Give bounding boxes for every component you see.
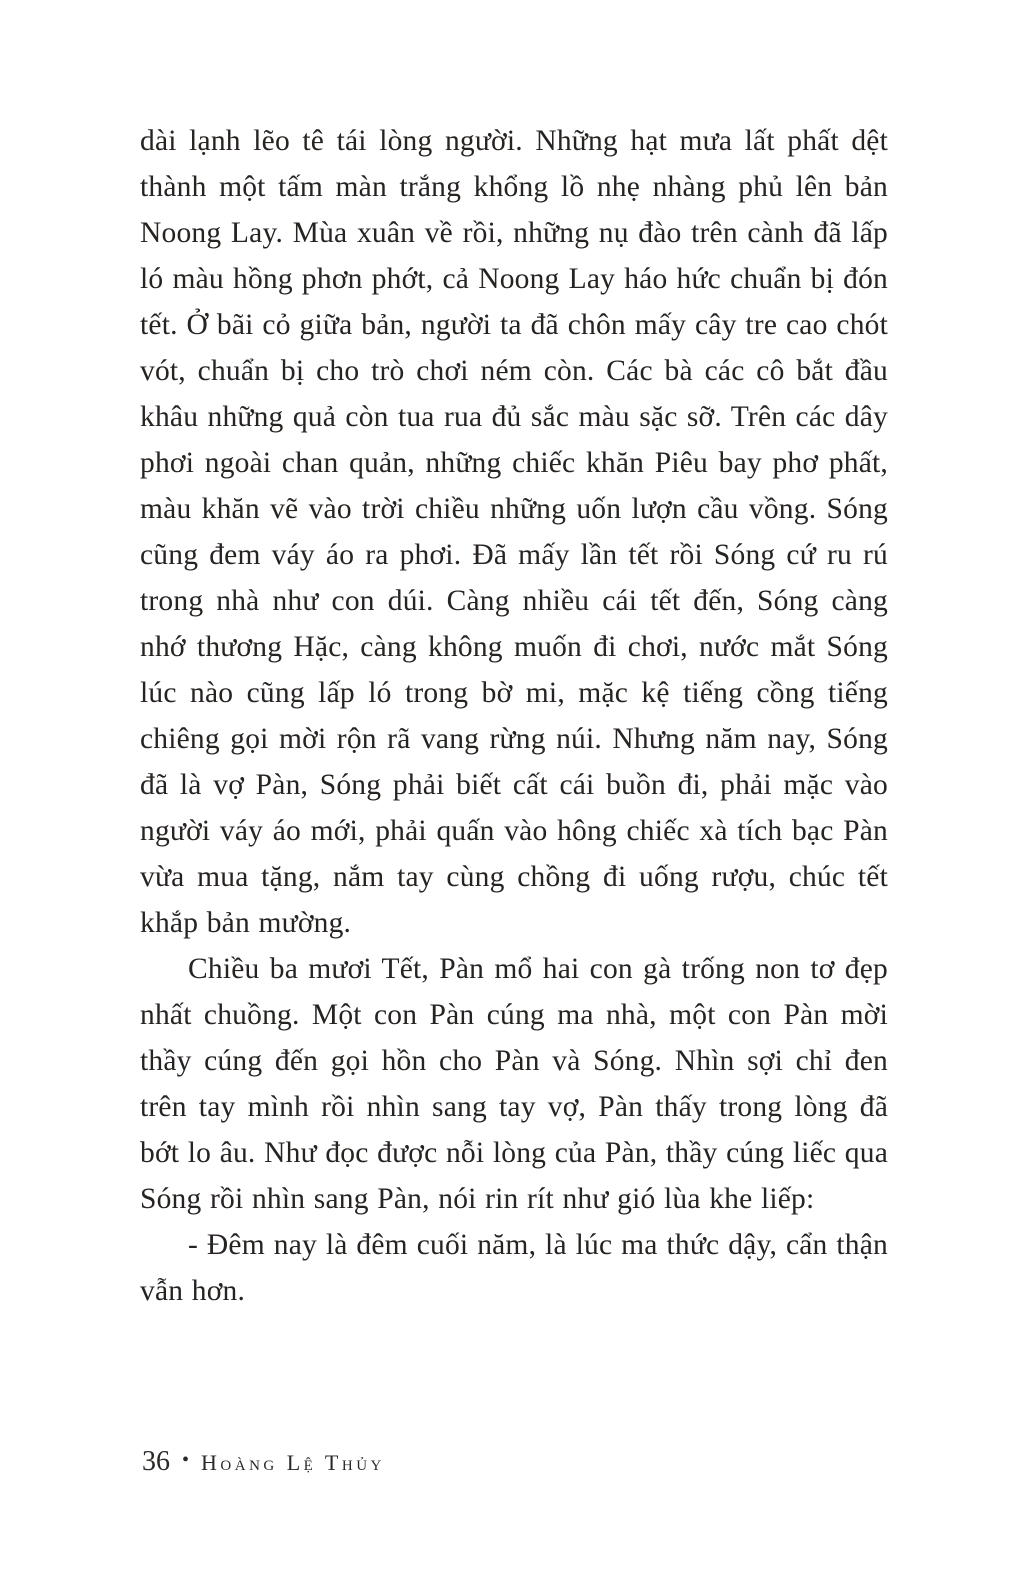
body-text (140, 118, 888, 1314)
paragraph: Chiều ba mươi Tết, Pàn mổ hai con gà trống non tơ đẹp nhất chuồng. Một con Pàn cúng ma nhà, một con Pàn mời thầy cúng đến gọi hồn cho Pàn và Sóng. Nhìn sợi chỉ đen trên tay mình rồi nhìn sang tay vợ, Pàn thấy trong lòng đã bớt lo âu. Như đọc được nỗi lòng của Pàn, thầy cúng liếc qua Sóng rồi nhìn sang Pàn, nói rin rít như gió lùa khe liếp: (140, 953, 888, 1215)
page-footer (142, 1446, 385, 1478)
paragraph-dialogue: - Đêm nay là đêm cuối năm, là lúc ma thức dậy, cẩn thận vẫn hơn. (140, 1229, 888, 1307)
author-name: Hoàng Lệ Thủy (201, 1450, 385, 1475)
footer-separator-dot: • (182, 1449, 190, 1471)
page-number: 36 (142, 1446, 170, 1477)
paragraph-continuation: dài lạnh lẽo tê tái lòng người. Những hạt mưa lất phất dệt thành một tấm màn trắng khổng lồ nhẹ nhàng phủ lên bản Noong Lay. Mùa xuân về rồi, những nụ đào trên cành đã lấp ló màu hồng phơn phớt, cả Noong Lay háo hức chuẩn bị đón tết. Ở bãi cỏ giữa bản, người ta đã chôn mấy cây tre cao chót vót, chuẩn bị cho trò chơi ném còn. Các bà các cô bắt đầu khâu những quả còn tua rua đủ sắc màu sặc sỡ. Trên các dây phơi ngoài chan quản, những chiếc khăn Piêu bay phơ phất, màu khăn vẽ vào trời chiều những uốn lượn cầu vồng. Sóng cũng đem váy áo ra phơi. Đã mấy lần tết rồi Sóng cứ ru rú trong nhà như con dúi. Càng nhiều cái tết đến, Sóng càng nhớ thương Hặc, càng không muốn đi chơi, nước mắt Sóng lúc nào cũng lấp ló trong bờ mi, mặc kệ tiếng cồng tiếng chiêng gọi mời rộn rã vang rừng núi. Nhưng năm nay, Sóng đã là vợ Pàn, Sóng phải biết cất cái buồn đi, phải mặc vào người váy áo mới, phải quấn vào hông chiếc xà tích bạc Pàn vừa mua tặng, nắm tay cùng chồng đi uống rượu, chúc tết khắp bản mường. (140, 125, 888, 939)
